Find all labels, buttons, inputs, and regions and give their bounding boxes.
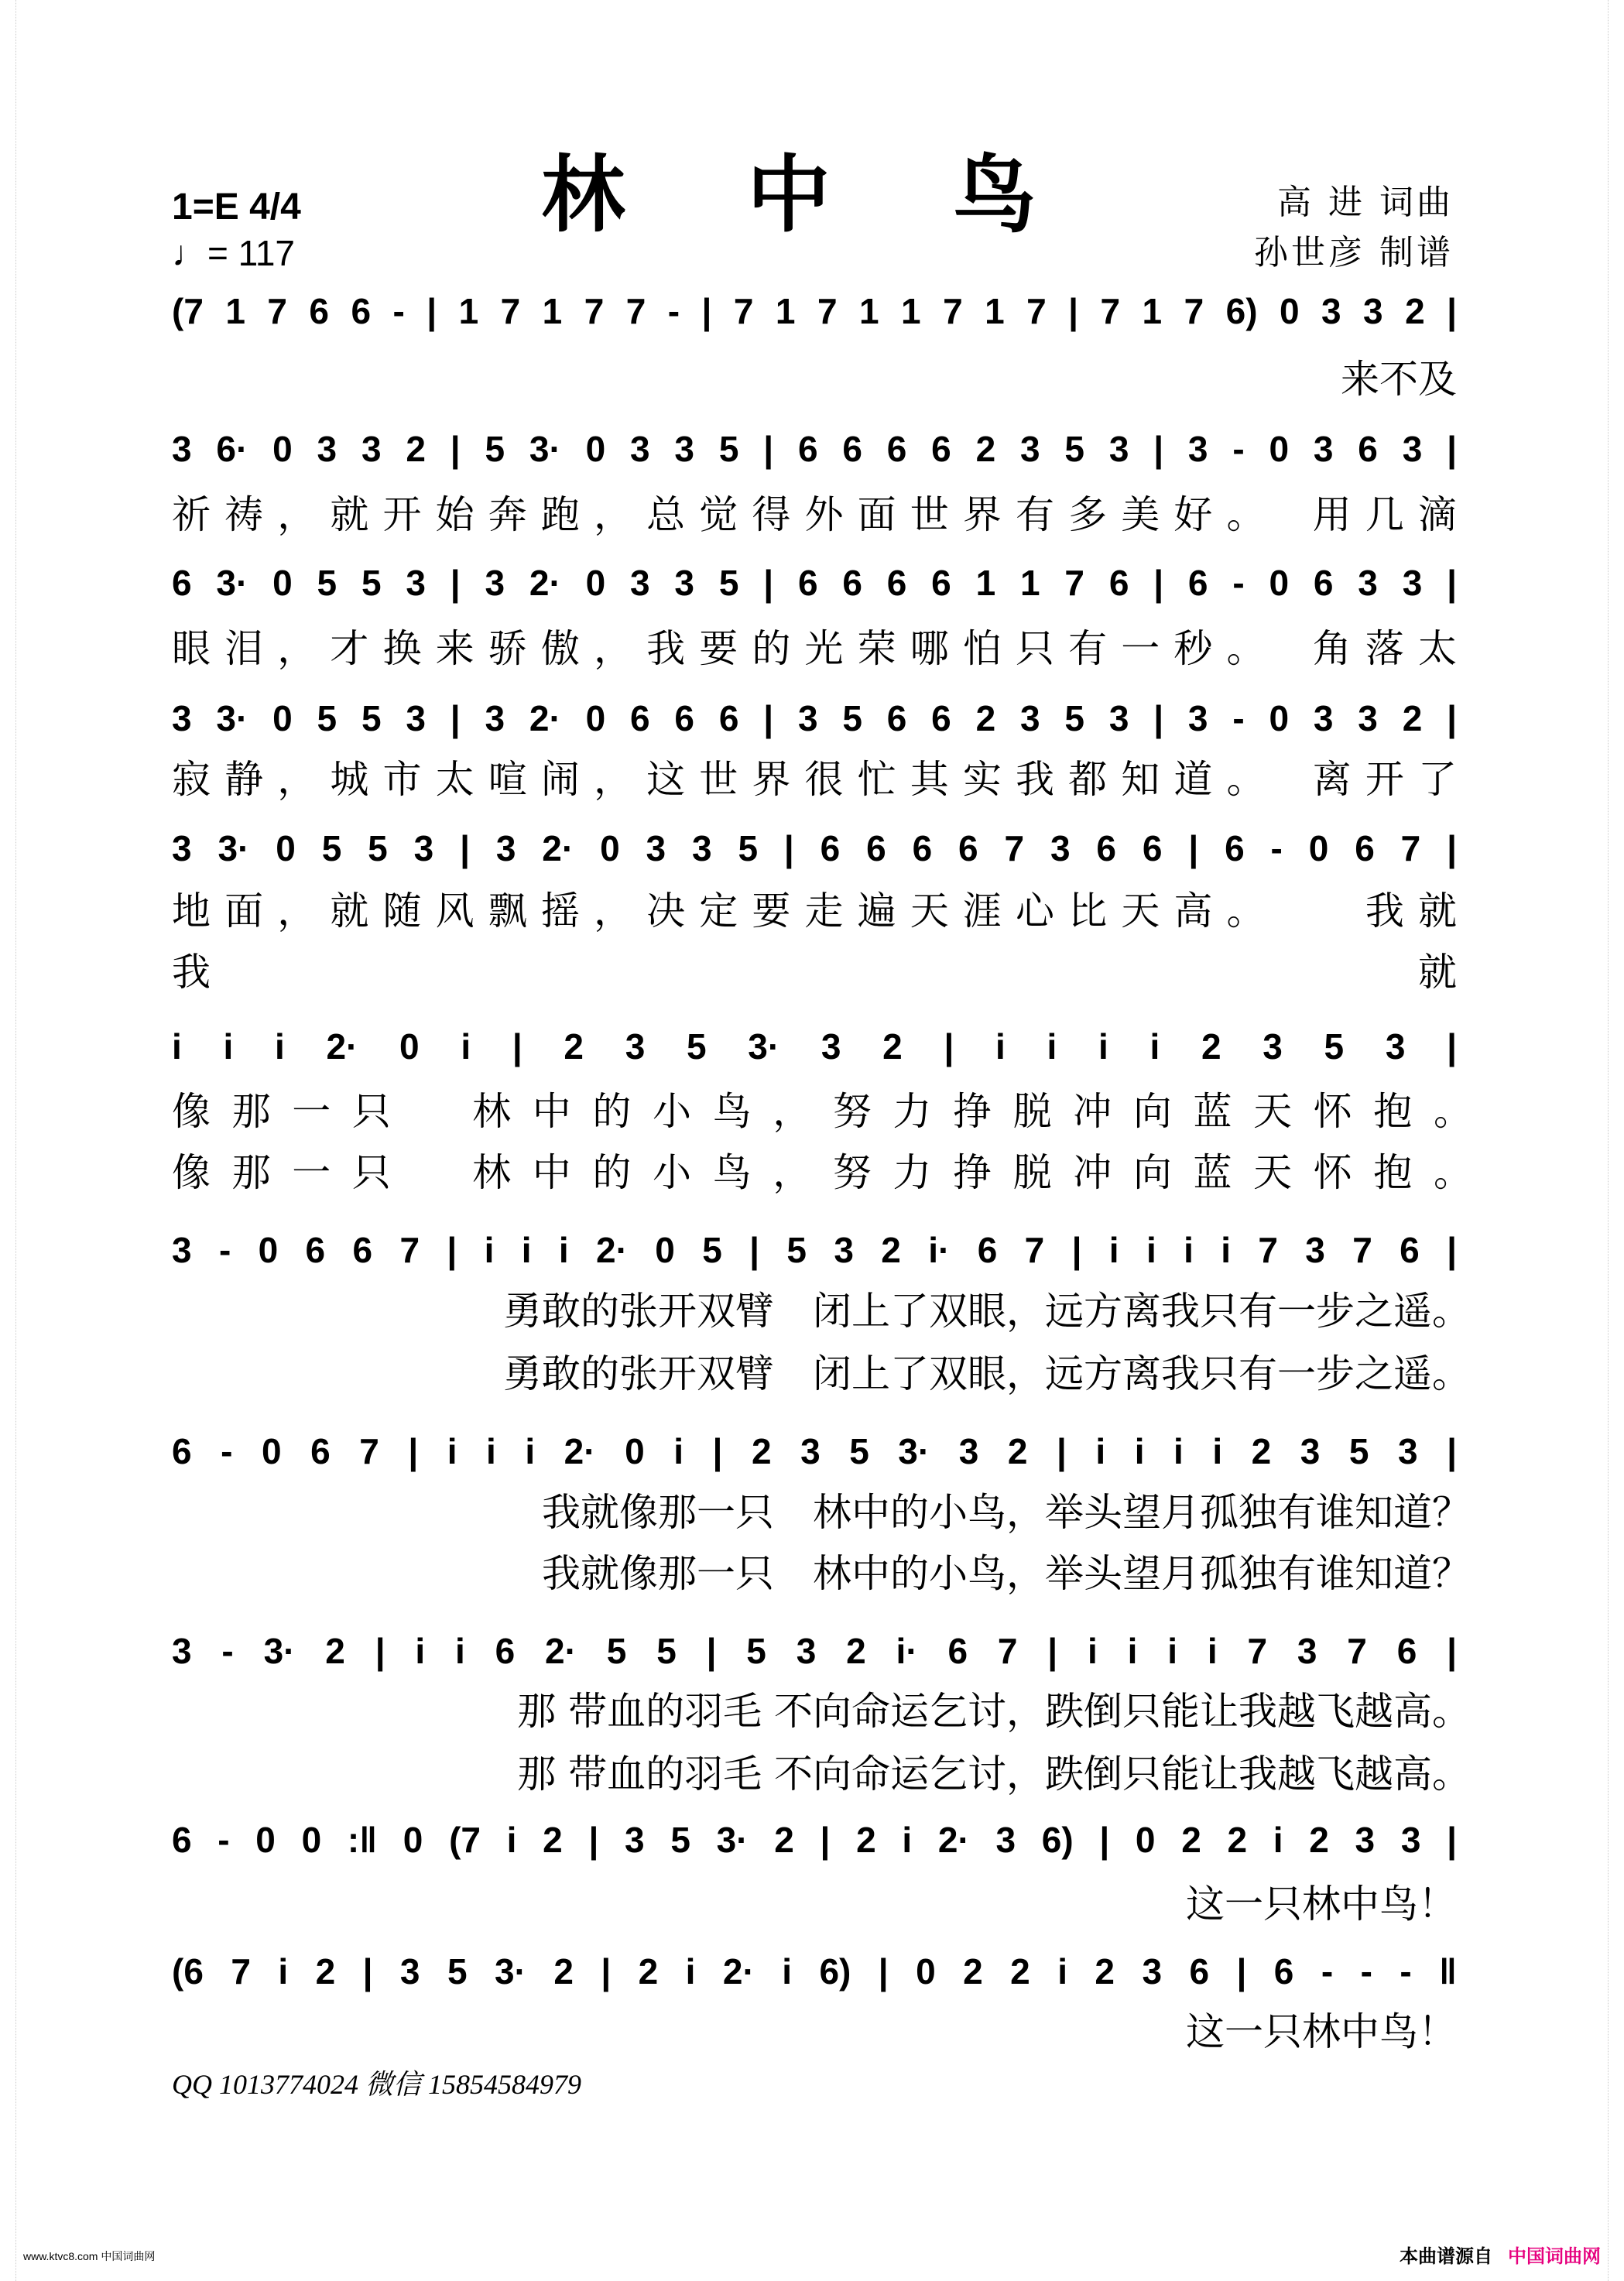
key-signature: 1=E 4/4	[172, 187, 301, 228]
notation-line: 3 - 3· 2 | i i 6 2· 5 5 | 5 3 2 i· 6 7 | i i i i 7 3 7 6 |	[172, 1631, 1457, 1671]
lyrics-line: 勇敢的张开双臂 闭上了双眼，远方离我只有一步之遥。	[503, 1289, 1471, 1334]
lyrics-line: 像那一只 林中的小鸟，努力挣脱冲向蓝天怀抱。	[172, 1150, 1472, 1195]
lyricist-composer: 高 进 词曲	[1277, 183, 1454, 222]
footer-source	[1400, 2241, 1601, 2268]
lyrics-line: 那 带血的羽毛 不向命运乞讨，跌倒只能让我越飞越高。	[517, 1689, 1471, 1734]
notation-line: 3 3· 0 5 5 3 | 3 2· 0 3 3 5 | 6 6 6 6 7 3 6 6 | 6 - 0 6 7 |	[172, 828, 1457, 868]
lyrics-line: 那 带血的羽毛 不向命运乞讨，跌倒只能让我越飞越高。	[517, 1752, 1471, 1796]
notation-line: 3 6· 0 3 3 2 | 5 3· 0 3 3 5 | 6 6 6 6 2 3 5 3 | 3 - 0 3 6 3 |	[172, 429, 1457, 469]
notation-line: (6 7 i 2 | 3 5 3· 2 | 2 i 2· i 6) | 0 2 2 i 2 3 6 | 6 - - - ‖	[172, 1951, 1457, 1992]
lyrics-line: 来不及	[1341, 357, 1457, 402]
song-title: 林 中 鸟	[541, 146, 1083, 244]
lyrics-line: 这一只林中鸟！	[1185, 2009, 1534, 2054]
notation-line: (7 1 7 6 6 - | 1 7 1 7 7 - | 7 1 7 1 1 7 1 7 | 7 1 7 6) 0 3 3 2 |	[172, 291, 1457, 331]
contact-info: QQ 1013774024 微信 15854584979	[172, 2069, 581, 2100]
tempo-marking: ♩= 117	[172, 233, 295, 273]
lyrics-line: 我就像那一只 林中的小鸟，举头望月孤独有谁知道？	[542, 1551, 1471, 1596]
left-margin-watermark	[0, 0, 16, 2281]
lyrics-line: 这一只林中鸟！	[1186, 1882, 1457, 1927]
notation-line: 6 3· 0 5 5 3 | 3 2· 0 3 3 5 | 6 6 6 6 1 1 7 6 | 6 - 0 6 3 3 |	[172, 563, 1457, 603]
lyrics-line: 地面，就随风飘摇，决定要走遍天涯心比天高。 我就	[172, 889, 1457, 933]
lyrics-line: 勇敢的张开双臂 闭上了双眼，远方离我只有一步之遥。	[503, 1351, 1471, 1396]
lyrics-line: 我就像那一只 林中的小鸟，举头望月孤独有谁知道？	[542, 1490, 1471, 1535]
footer-site-url[interactable]: www.ktvc8.com 中国词曲网	[23, 2250, 156, 2262]
notation-line: 3 - 0 6 6 7 | i i i 2· 0 5 | 5 3 2 i· 6 7 | i i i i 7 3 7 6 |	[172, 1230, 1457, 1270]
notation-line: 3 3· 0 5 5 3 | 3 2· 0 6 6 6 | 3 5 6 6 2 3 5 3 | 3 - 0 3 3 2 |	[172, 698, 1457, 738]
lyrics-line: 眼泪，才换来骄傲，我要的光荣哪怕只有一秒。 角落太	[172, 626, 1457, 671]
notation-line: i i i 2· 0 i | 2 3 5 3· 3 2 | i i i i 2 3 5 3 |	[172, 1026, 1457, 1067]
lyrics-line: 像那一只 林中的小鸟，努力挣脱冲向蓝天怀抱。	[172, 1089, 1472, 1134]
footer-source-label: 本曲谱源自	[1400, 2246, 1492, 2267]
notation-line: 6 - 0 6 7 | i i i 2· 0 i | 2 3 5 3· 3 2 | i i i i 2 3 5 3 |	[172, 1431, 1457, 1471]
footer-site-link[interactable]: 中国词曲网	[1508, 2246, 1601, 2267]
lyrics-line: 寂静，城市太喧闹，这世界很忙其实我都知道。 离开了	[172, 757, 1457, 802]
lyrics-line: 祈祷，就开始奔跑，总觉得外面世界有多美好。 用几滴	[172, 492, 1457, 537]
arranger: 孙世彦 制谱	[1254, 233, 1454, 272]
right-margin-watermark	[1608, 0, 1624, 2281]
lyrics-line: 我就	[172, 950, 1457, 995]
notation-line: 6 - 0 0 :‖ 0 (7 i 2 | 3 5 3· 2 | 2 i 2· 3 6) | 0 2 2 i 2 3 3 |	[172, 1820, 1457, 1860]
